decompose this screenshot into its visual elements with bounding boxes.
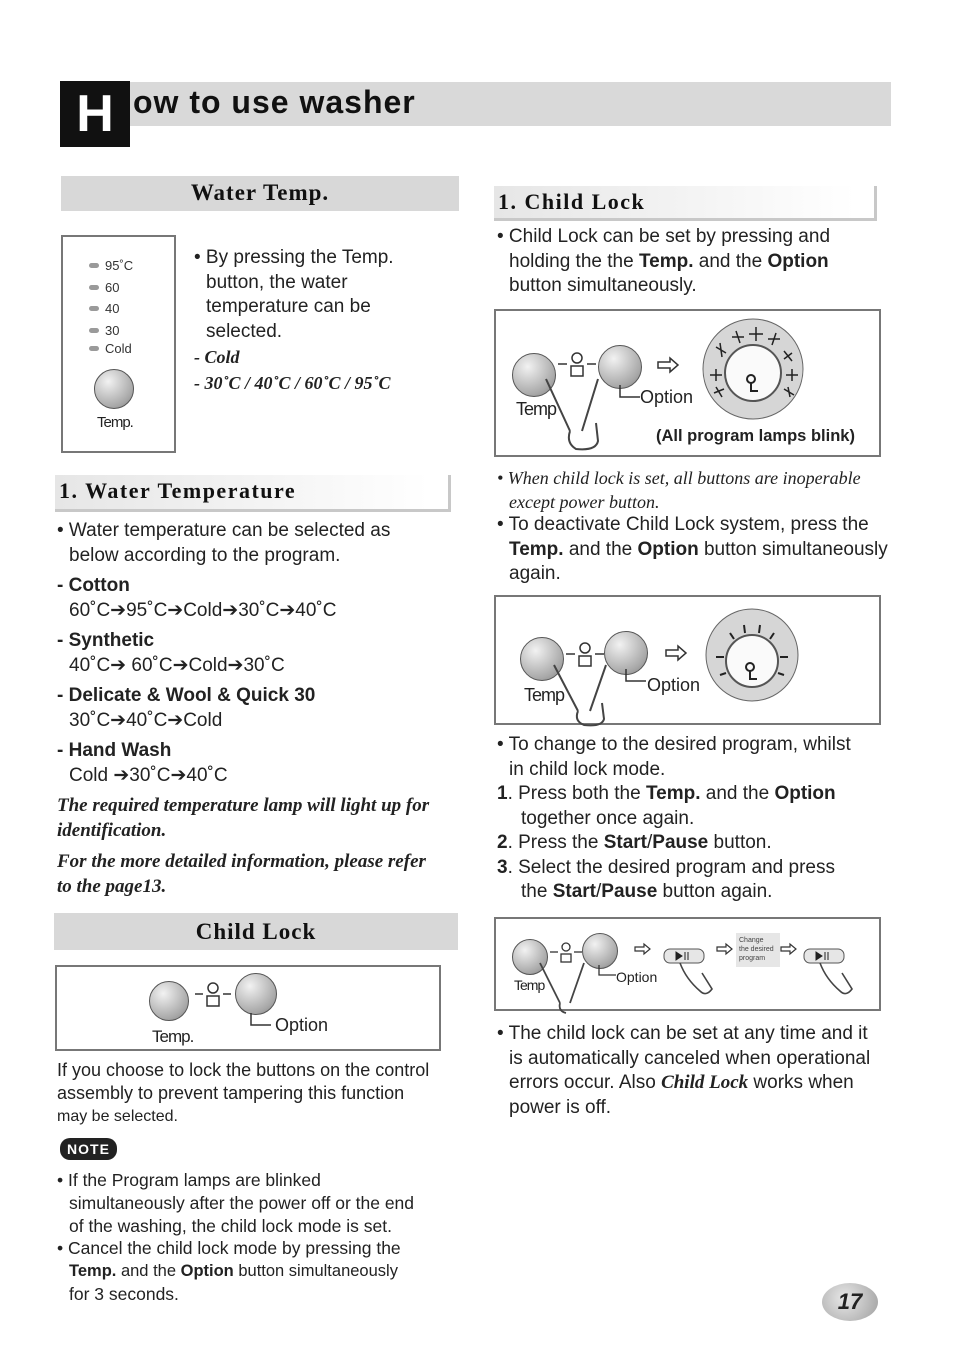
program-dial-icon — [704, 605, 800, 705]
sequence-hand-wash: Cold ➔30˚C➔40˚C — [69, 764, 228, 786]
note-badge: NOTE — [60, 1138, 117, 1160]
lamp-note: The required temperature lamp will light up for — [57, 795, 430, 816]
leader-line-icon — [249, 1013, 273, 1029]
change-program-box: Change the desired program — [736, 933, 780, 967]
page-title: ow to use washer — [133, 84, 416, 120]
program-hand-wash: - Hand Wash — [57, 740, 172, 761]
sequence-cotton: 60˚C➔95˚C➔Cold➔30˚C➔40˚C — [69, 599, 337, 621]
lamp-indicator-icon — [89, 346, 99, 351]
lamp-indicator-icon — [89, 328, 99, 333]
temp-option-list: - 30˚C / 40˚C / 60˚C / 95˚C — [194, 373, 391, 393]
option-label: Option — [275, 1015, 329, 1035]
leader-line-icon — [622, 669, 648, 687]
change-program-diagram — [494, 917, 881, 1011]
start-pause-press-icon — [656, 939, 720, 1003]
lamp-indicator-icon — [89, 285, 99, 290]
water-temperature-heading: 1. Water Temperature — [55, 475, 451, 512]
program-delicate: - Delicate & Wool & Quick 30 — [57, 685, 316, 706]
arrow-right-icon — [634, 943, 652, 955]
sequence-delicate: 30˚C➔40˚C➔Cold — [69, 709, 223, 731]
water-temp-band: Water Temp. — [61, 176, 459, 211]
child-lock-set-text: • Child Lock can be set by pressing and holding the the Temp. and the Option button simultaneously. — [497, 226, 831, 296]
refer-note: For the more detailed information, please refer — [57, 851, 426, 872]
lamp-indicator-icon — [89, 263, 99, 268]
temp-option-cold: - Cold — [194, 347, 240, 367]
program-cotton: - Cotton — [57, 575, 130, 596]
temp-label: Temp — [516, 399, 557, 419]
program-dial-blinking-icon — [696, 317, 810, 421]
child-lock-band: Child Lock — [54, 913, 458, 950]
arrow-right-icon — [780, 943, 798, 955]
option-label: Option — [616, 969, 658, 985]
page-number: 17 — [822, 1283, 878, 1321]
step-2: 2. Press the Start/Pause button. — [497, 832, 772, 853]
change-program-text: • To change to the desired program, whilst in child lock mode. 1. Press both the Temp. and the Option together once again. 2. Press the Start/Pause button. 3. Select the desired program and press the Start/Pause button again. — [497, 733, 917, 905]
all-lamps-blink-caption: (All program lamps blink) — [656, 427, 855, 445]
water-temperature-body: • Water temperature can be selected as below according to the program. - Cotton 60˚C➔95˚C➔Cold➔30˚C➔40˚C - Synthetic 40˚C➔ 60˚C➔Cold➔30˚C - Delicate & Wool & Quick 30 30˚C➔40˚C➔Cold - Hand Wash Cold ➔30˚C➔40˚C The required temperature lamp will light up for identification. For the more detailed information, please refer to the page13. — [57, 519, 457, 899]
title-initial: H — [60, 81, 130, 147]
temp-knob-button[interactable] — [149, 981, 189, 1021]
lamp-cold: Cold — [89, 341, 133, 355]
temp-description: • By pressing the Temp. button, the water temperature can be selected. - Cold - 30˚C / 40˚C / 60˚C / 95˚C — [194, 246, 454, 396]
program-synthetic: - Synthetic — [57, 630, 155, 651]
child-lock-description: If you choose to lock the buttons on the control assembly to prevent tampering this function may be selected. — [57, 1060, 430, 1125]
lamp-95: 95˚C — [89, 255, 133, 277]
sequence-synthetic: 40˚C➔ 60˚C➔Cold➔30˚C — [69, 654, 285, 676]
leader-line-icon — [596, 965, 618, 981]
lock-icon — [193, 981, 233, 1011]
lamp-indicator-icon — [89, 306, 99, 311]
start-pause-press-icon — [800, 939, 864, 1003]
arrow-right-icon — [656, 357, 680, 373]
temp-button-label: Temp. — [97, 414, 133, 431]
deactivate-text: • To deactivate Child Lock system, press the Temp. and the Option button simultaneously again. — [497, 514, 888, 584]
option-knob-button[interactable] — [235, 973, 277, 1015]
option-label: Option — [640, 387, 694, 407]
temp-panel — [61, 235, 176, 453]
lamp-40: 40 — [89, 298, 133, 320]
step-1: 1. Press both the Temp. and the Option — [497, 783, 836, 804]
final-note: • The child lock can be set at any time and it is automatically canceled when operational errors occur. Also Child Lock works when power is off. — [497, 1023, 871, 1118]
note-body: • If the Program lamps are blinked simultaneously after the power off or the end of the washing, the child lock mode is set. • Cancel the child lock mode by pressing the Temp. and the Option button simultaneously for 3 seconds. — [57, 1170, 415, 1304]
child-lock-diagram — [55, 965, 441, 1051]
arrow-right-icon — [716, 943, 734, 955]
temp-label: Temp — [514, 977, 545, 993]
temp-label: Temp. — [152, 1027, 194, 1046]
step-3: 3. Select the desired program and press — [497, 856, 835, 878]
child-lock-deactivate-diagram — [494, 595, 881, 725]
inoperable-note: • When child lock is set, all buttons are inoperable except power button. — [497, 468, 861, 512]
temp-label: Temp — [524, 685, 565, 705]
child-lock-heading: 1. Child Lock — [494, 186, 877, 221]
arrow-right-icon — [664, 645, 688, 661]
leader-line-icon — [616, 385, 642, 403]
child-lock-set-diagram — [494, 309, 881, 457]
option-label: Option — [647, 675, 701, 695]
lamp-30: 30 — [89, 320, 133, 342]
temp-knob-button[interactable] — [94, 369, 134, 409]
lamp-60: 60 — [89, 277, 133, 299]
